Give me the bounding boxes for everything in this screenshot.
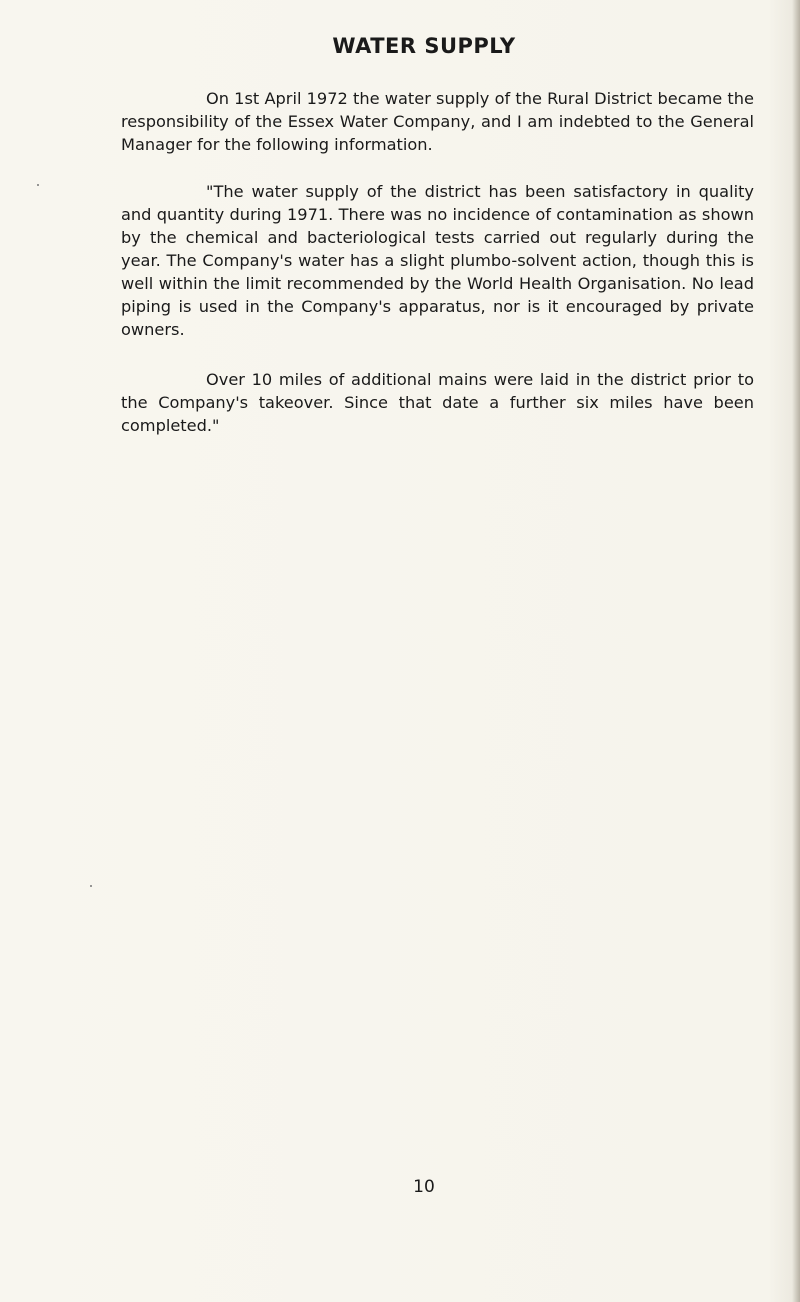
scan-speck [90,885,92,887]
page-number: 10 [413,1177,435,1197]
page-edge-shadow [792,0,800,1302]
page-title: WATER SUPPLY [332,34,516,58]
paragraph-quote-quality: "The water supply of the district has been satisfactory in quality and quantity during 1971. There was no incidence of contamination as shown by the chemical and bacteriological tests carried out regularly during the year. The Company's water has a slight plumbo-solvent action, though this is well within the limit recommended by the World Health Organisation. No lead piping is used in the Company's apparatus, nor is it encouraged by private owners. [121,182,754,339]
scan-speck [37,184,39,186]
paragraph-intro: On 1st April 1972 the water supply of the Rural District became the responsibility of the Essex Water Company, and I am indebted to the General Manager for the following information. [121,89,754,154]
paragraph-quote-mains: Over 10 miles of additional mains were laid in the district prior to the Company's takeover. Since that date a further six miles have been completed." [121,370,754,435]
